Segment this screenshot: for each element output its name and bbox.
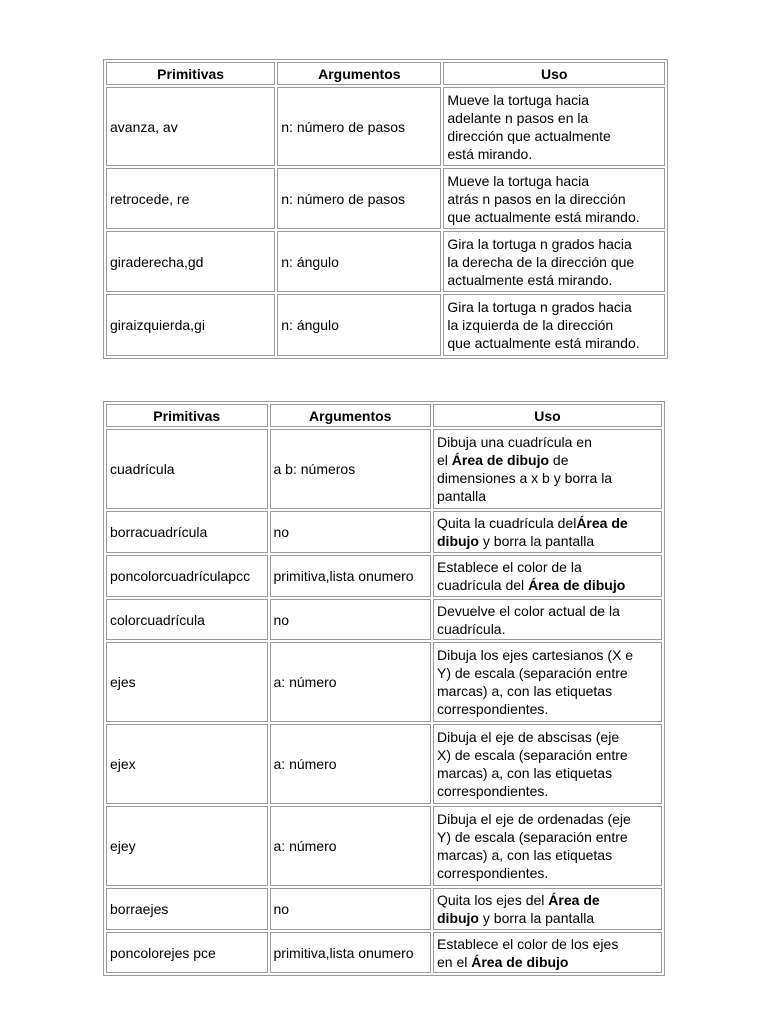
text-segment: Establece el color de la bbox=[437, 559, 582, 575]
text-segment: marcas) a, con las etiquetas bbox=[437, 765, 613, 781]
header-argumentos: Argumentos bbox=[277, 62, 441, 85]
uso-line bbox=[437, 764, 658, 782]
args-cell: primitiva,lista onumero bbox=[270, 932, 432, 973]
uso-cell bbox=[433, 429, 662, 509]
uso-line: actualmente está mirando. bbox=[447, 271, 613, 288]
text-segment: y borra la pantalla bbox=[479, 533, 595, 549]
uso-line: Mueve la tortuga hacia bbox=[447, 172, 590, 189]
header-primitivas: Primitivas bbox=[106, 404, 268, 427]
uso-line bbox=[437, 846, 658, 864]
uso-line bbox=[437, 646, 658, 664]
bold-term: Área de dibujo bbox=[528, 577, 626, 593]
args-cell: a: número bbox=[270, 642, 432, 722]
uso-line bbox=[437, 891, 658, 909]
table-row bbox=[106, 599, 662, 640]
table-row bbox=[106, 294, 665, 356]
primitives-table-grid bbox=[103, 401, 665, 976]
uso-line bbox=[437, 782, 658, 800]
uso-line bbox=[437, 828, 658, 846]
primitive-cell: giraizquierda,gi bbox=[106, 294, 275, 356]
table-row bbox=[106, 511, 662, 553]
text-segment: correspondientes. bbox=[437, 783, 549, 799]
uso-line: Mueve la tortuga hacia bbox=[447, 91, 590, 108]
uso-line bbox=[437, 576, 658, 594]
uso-cell bbox=[433, 599, 662, 640]
uso-cell bbox=[443, 294, 665, 356]
text-segment: cuadrícula del bbox=[437, 577, 529, 593]
primitive-cell: borracuadrícula bbox=[106, 511, 268, 553]
uso-line bbox=[437, 469, 658, 487]
table-row bbox=[106, 87, 665, 166]
header-uso: Uso bbox=[443, 62, 665, 85]
text-segment: Quita los ejes del bbox=[437, 892, 549, 908]
text-segment: y borra la pantalla bbox=[479, 910, 595, 926]
args-cell: no bbox=[270, 888, 432, 930]
bold-term: Área de dibujo bbox=[451, 452, 550, 468]
table-row bbox=[106, 231, 665, 292]
uso-line bbox=[437, 953, 658, 971]
uso-line bbox=[437, 558, 658, 576]
bold-term: Área de bbox=[576, 515, 628, 531]
uso-line bbox=[437, 810, 658, 828]
text-segment: Y) de escala (separación entre bbox=[437, 665, 628, 681]
uso-line bbox=[437, 620, 658, 638]
bold-term: dibujo bbox=[437, 533, 479, 549]
table-row bbox=[106, 724, 662, 804]
uso-cell bbox=[433, 555, 662, 597]
uso-line: dirección que actualmente bbox=[447, 127, 611, 144]
text-segment: Quita la cuadrícula del bbox=[437, 515, 577, 531]
uso-line: atrás n pasos en la dirección bbox=[447, 190, 626, 207]
uso-line: adelante n pasos en la bbox=[447, 109, 589, 126]
header-uso: Uso bbox=[433, 404, 662, 427]
uso-line bbox=[437, 682, 658, 700]
args-cell: no bbox=[270, 599, 432, 640]
text-segment: de bbox=[549, 452, 569, 468]
primitive-cell: avanza, av bbox=[106, 87, 275, 166]
table-header-row bbox=[106, 404, 662, 427]
text-segment: marcas) a, con las etiquetas bbox=[437, 683, 613, 699]
uso-line: la izquierda de la dirección bbox=[447, 317, 614, 333]
uso-line: Gira la tortuga n grados hacia bbox=[447, 235, 632, 252]
uso-line: Gira la tortuga n grados hacia bbox=[447, 299, 632, 315]
uso-line bbox=[437, 451, 658, 469]
primitive-cell: cuadrícula bbox=[106, 429, 268, 509]
primitive-cell: ejes bbox=[106, 642, 268, 722]
table-row bbox=[106, 642, 662, 722]
uso-line: que actualmente está mirando. bbox=[447, 208, 640, 225]
text-segment: X) de escala (separación entre bbox=[437, 747, 628, 763]
args-cell: primitiva,lista onumero bbox=[270, 555, 432, 597]
args-cell: n: número de pasos bbox=[277, 87, 441, 166]
uso-line: está mirando. bbox=[447, 145, 533, 162]
primitive-cell: giraderecha,gd bbox=[106, 231, 275, 292]
bold-term: Área de bbox=[548, 892, 600, 908]
args-cell: a: número bbox=[270, 806, 432, 886]
primitive-cell: ejey bbox=[106, 806, 268, 886]
args-cell: no bbox=[270, 511, 432, 553]
uso-line bbox=[437, 487, 658, 505]
uso-cell bbox=[433, 932, 662, 973]
text-segment: Devuelve el color actual de la bbox=[437, 602, 620, 619]
uso-line bbox=[437, 935, 658, 953]
uso-cell bbox=[443, 231, 665, 292]
text-segment: Dibuja el eje de abscisas (eje bbox=[437, 729, 620, 745]
header-argumentos: Argumentos bbox=[270, 404, 432, 427]
primitive-cell: borraejes bbox=[106, 888, 268, 930]
table-row bbox=[106, 806, 662, 886]
text-segment: Dibuja una cuadrícula en bbox=[437, 434, 592, 450]
header-primitivas: Primitivas bbox=[106, 62, 275, 85]
primitive-cell: poncolorejes pce bbox=[106, 932, 268, 973]
primitive-cell: ejex bbox=[106, 724, 268, 804]
text-segment: Y) de escala (separación entre bbox=[437, 829, 628, 845]
uso-line bbox=[437, 909, 658, 927]
text-segment: Establece el color de los ejes bbox=[437, 935, 619, 952]
uso-line bbox=[437, 514, 658, 532]
text-segment: en el bbox=[437, 953, 472, 970]
table-row bbox=[106, 888, 662, 930]
uso-cell bbox=[433, 642, 662, 722]
uso-line bbox=[437, 864, 658, 882]
uso-cell bbox=[443, 168, 665, 229]
table-row bbox=[106, 932, 662, 973]
uso-line: la derecha de la dirección que bbox=[447, 253, 635, 270]
uso-line bbox=[437, 728, 658, 746]
table-row bbox=[106, 429, 662, 509]
bold-term: dibujo bbox=[437, 910, 479, 926]
args-cell: n: ángulo bbox=[277, 294, 441, 356]
text-segment: correspondientes. bbox=[437, 865, 549, 881]
text-segment: cuadrícula. bbox=[437, 620, 506, 637]
text-segment: Dibuja los ejes cartesianos (X e bbox=[437, 647, 634, 663]
text-segment: el bbox=[437, 452, 452, 468]
primitive-cell: poncolorcuadrículapcc bbox=[106, 555, 268, 597]
text-segment: Dibuja el eje de ordenadas (eje bbox=[437, 811, 631, 827]
uso-line bbox=[437, 700, 658, 718]
primitive-cell: colorcuadrícula bbox=[106, 599, 268, 640]
primitive-cell: retrocede, re bbox=[106, 168, 275, 229]
uso-line bbox=[437, 746, 658, 764]
table-row bbox=[106, 168, 665, 229]
bold-term: Área de dibujo bbox=[471, 953, 569, 970]
table-header-row bbox=[106, 62, 665, 85]
text-segment: pantalla bbox=[437, 488, 487, 504]
args-cell: a: número bbox=[270, 724, 432, 804]
uso-line: que actualmente está mirando. bbox=[447, 335, 640, 351]
text-segment: marcas) a, con las etiquetas bbox=[437, 847, 613, 863]
args-cell: n: ángulo bbox=[277, 231, 441, 292]
table-row bbox=[106, 555, 662, 597]
text-segment: correspondientes. bbox=[437, 701, 549, 717]
args-cell: a b: números bbox=[270, 429, 432, 509]
uso-cell bbox=[433, 888, 662, 930]
args-cell: n: número de pasos bbox=[277, 168, 441, 229]
uso-line bbox=[437, 433, 658, 451]
text-segment: dimensiones a x b y borra la bbox=[437, 470, 613, 486]
uso-cell bbox=[443, 87, 665, 166]
uso-line bbox=[437, 532, 658, 550]
uso-line bbox=[437, 602, 658, 620]
primitives-table-turtle bbox=[103, 59, 668, 359]
uso-cell bbox=[433, 724, 662, 804]
uso-cell bbox=[433, 511, 662, 553]
uso-cell bbox=[433, 806, 662, 886]
uso-line bbox=[437, 664, 658, 682]
